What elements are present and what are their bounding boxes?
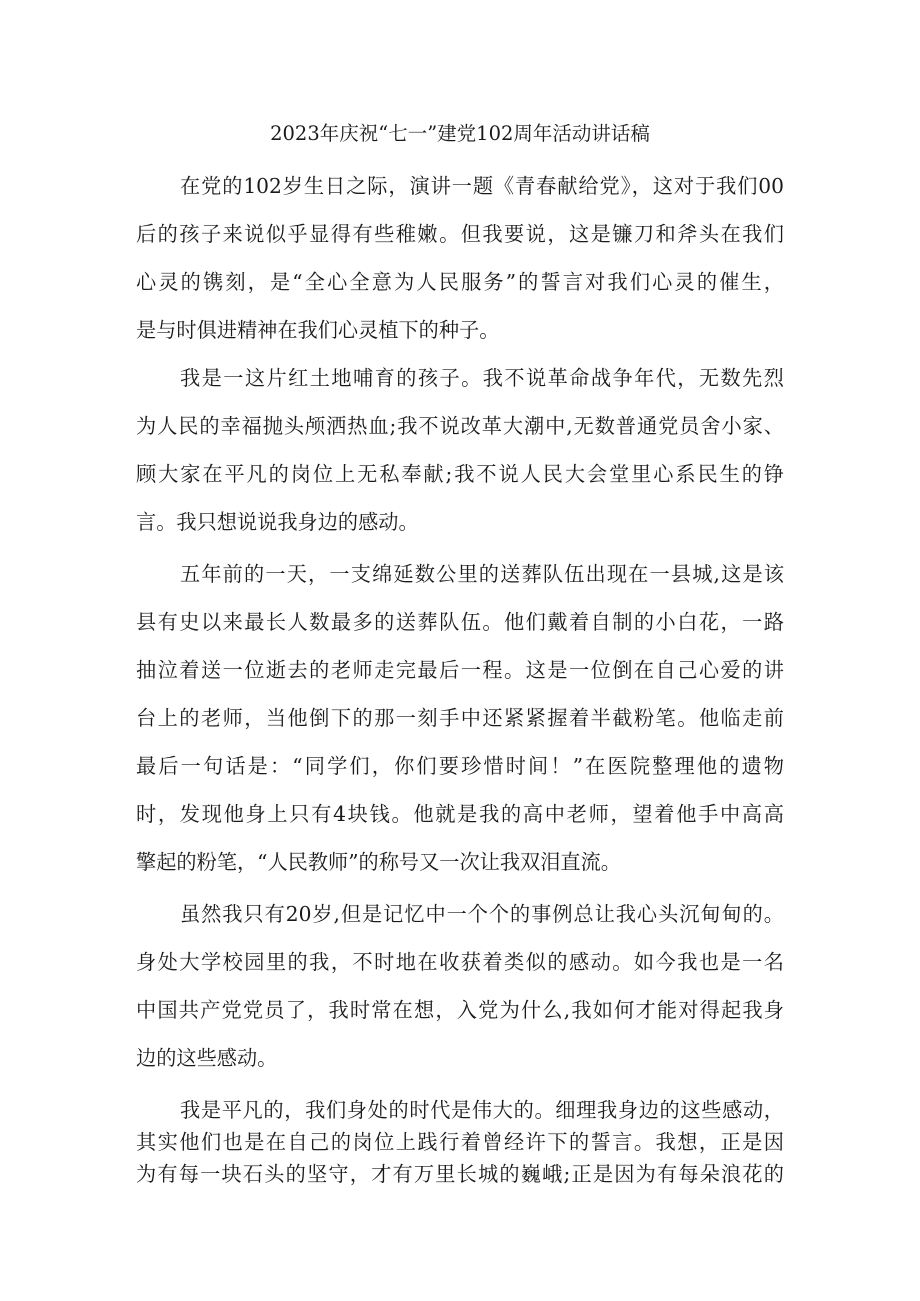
paragraph-3-line-7: 擎起的粉笔，“人民教师”的称号又一次让我双泪直流。 (136, 850, 621, 874)
page-title: 2023年庆祝“七一”建党102周年活动讲话稿 (270, 122, 650, 145)
paragraph-1-line-2: 后的孩子来说似乎显得有些稚嫩。但我要说，这是镰刀和斧头在我们 (136, 222, 784, 246)
paragraph-2-line-2: 为人民的幸福抛头颅洒热血;我不说改革大潮中,无数普通党员舍小家、 (136, 414, 784, 438)
paragraph-3-line-3: 抽泣着送一位逝去的老师走完最后一程。这是一位倒在自己心爱的讲 (136, 658, 784, 682)
paragraph-3-line-5: 最后一句话是：“同学们，你们要珍惜时间！”在医院整理他的遗物 (136, 754, 784, 778)
paragraph-5-line-3: 为有每一块石头的坚守，才有万里长城的巍峨;正是因为有每朵浪花的 (136, 1162, 784, 1186)
paragraph-2-line-4: 言。我只想说说我身边的感动。 (136, 510, 419, 534)
paragraph-3-line-6: 时，发现他身上只有4块钱。他就是我的高中老师，望着他手中高高 (136, 802, 784, 826)
paragraph-1-line-3: 心灵的镌刻，是“全心全意为人民服务”的誓言对我们心灵的催生， (136, 270, 784, 294)
paragraph-1-line-4: 是与时俱进精神在我们心灵植下的种子。 (136, 318, 500, 342)
paragraph-4-line-4: 边的这些感动。 (136, 1046, 278, 1070)
paragraph-2-line-1: 我是一这片红土地哺育的孩子。我不说革命战争年代，无数先烈 (180, 366, 784, 390)
paragraph-4-line-3: 中国共产党党员了，我时常在想，入党为什么,我如何才能对得起我身 (136, 998, 784, 1022)
paragraph-4-line-1: 虽然我只有20岁,但是记忆中一个个的事例总让我心头沉甸甸的。 (180, 902, 784, 926)
paragraph-3-line-1: 五年前的一天，一支绵延数公里的送葬队伍出现在一县城,这是该 (180, 562, 784, 586)
paragraph-5-line-1: 我是平凡的，我们身处的时代是伟大的。细理我身边的这些感动， (180, 1098, 784, 1122)
paragraph-3-line-2: 县有史以来最长人数最多的送葬队伍。他们戴着自制的小白花，一路 (136, 610, 784, 634)
paragraph-3-line-4: 台上的老师，当他倒下的那一刻手中还紧紧握着半截粉笔。他临走前 (136, 706, 784, 730)
paragraph-1-line-1: 在党的102岁生日之际，演讲一题《青春献给党》，这对于我们00 (180, 174, 784, 198)
paragraph-5-line-2: 其实他们也是在自己的岗位上践行着曾经许下的誓言。我想，正是因 (136, 1130, 784, 1154)
paragraph-4-line-2: 身处大学校园里的我，不时地在收获着类似的感动。如今我也是一名 (136, 950, 784, 974)
paragraph-2-line-3: 顾大家在平凡的岗位上无私奉献;我不说人民大会堂里心系民生的铮 (136, 462, 784, 486)
